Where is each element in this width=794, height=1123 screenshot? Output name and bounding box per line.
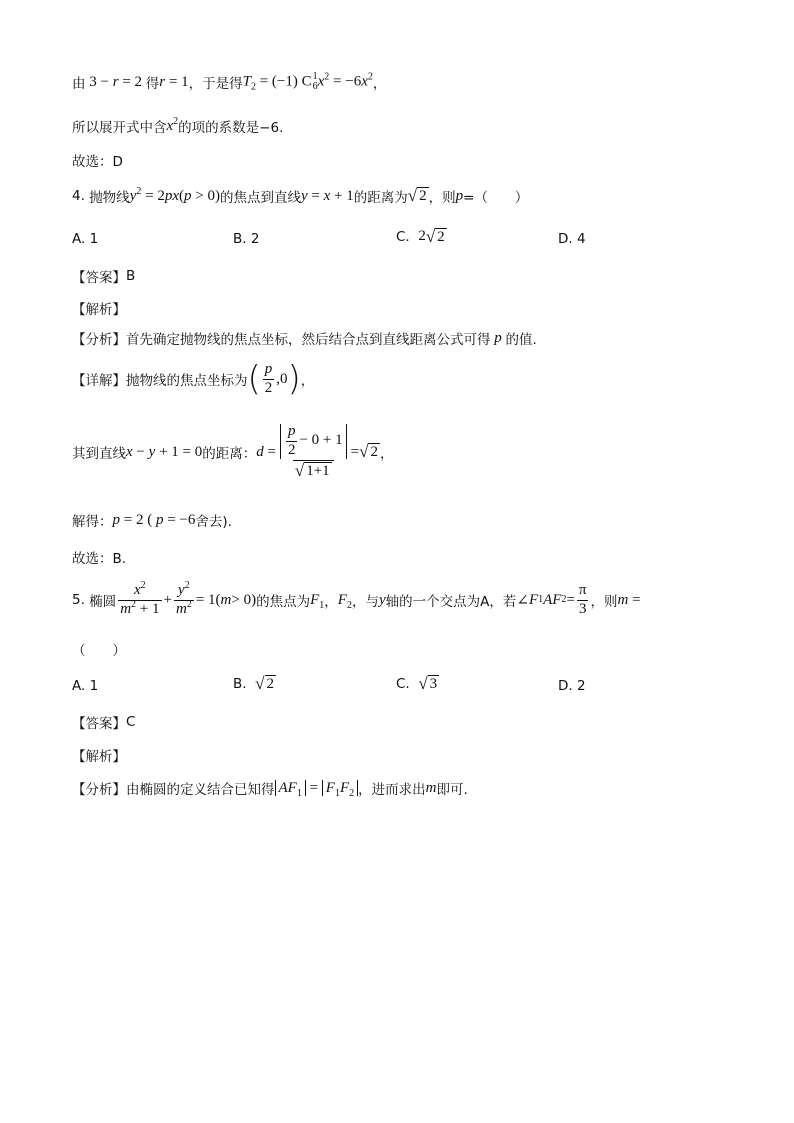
- solution-line-r: 由 3 − r = 2 得 r = 1 ，于是得 $T_2 = (-1)$ C 1 6 $x^2 = -6x^2$ ，: [72, 71, 387, 93]
- q4-solve: 解得： p = 2 ( p = −6 舍去).: [72, 511, 232, 530]
- math-angle: ∠ F 1 AF 2 = $\frac{\pi}{3}$: [516, 582, 587, 617]
- math-eq-r: 3 − r = 2: [85, 73, 146, 90]
- math-ellipse: $\frac{x^2}{m^2 + 1}$ + $\frac{y^2}{m^2}$ = 1( m > 0): [120, 580, 257, 617]
- question-5: 5. 椭圆 $\frac{x^2}{m^2 + 1}$ + $\frac{y^2}{m^2}$ = 1( m > 0) 的焦点为 $F_1$ ， $F_2$ ，与 y 轴的一个交点为A，若 ∠ F 1 AF 2 = $\frac{\pi}{3}$ ，则 m =: [72, 580, 641, 617]
- coefficient-line: 所以展开式中含 $x^2$ 的项的系数是−6.: [72, 115, 284, 136]
- math-T2: $T_2 = (-1)$ C 1 6 $x^2 = -6x^2$: [242, 71, 373, 93]
- math-abs-equality: $AF_1 = F_1F_2$: [275, 780, 359, 797]
- q4-detail: 【详解】 抛物线的焦点坐标为 ( $\frac{p}{2}$ ,0 ) ，: [72, 359, 315, 400]
- q5-paren: （ ）: [72, 643, 126, 659]
- q5-analysis-heading: 【解析】: [72, 749, 126, 765]
- q4-fenxi: 【分析】 首先确定抛物线的焦点坐标，然后结合点到直线距离公式可得 p 的值.: [72, 329, 537, 348]
- q4-answer: 【答案】 B: [72, 268, 136, 286]
- q4-option-d: D. 4: [558, 231, 586, 247]
- q4-option-c: C. 2 √ 2: [396, 227, 445, 246]
- choose-d-line: 故选：D: [72, 154, 123, 170]
- math-sqrt2: √ 2: [407, 186, 427, 206]
- q5-option-c: C. √ 3: [396, 674, 438, 693]
- question-4: 4. 抛物线 $y^2 = 2px(p > 0)$ 的焦点到直线 y = x + 1 的距离为 √ 2 ，则 p =（ ）: [72, 185, 529, 206]
- q5-option-b: B. √ 2: [233, 674, 274, 693]
- q4-choose: 故选：B.: [72, 551, 127, 567]
- q5-fenxi: 【分析】 由椭圆的定义结合已知得 $AF_1 = F_1F_2$ ，进而求出 m 即可.: [72, 779, 468, 799]
- math-parabola: $y^2 = 2px(p > 0)$: [129, 185, 220, 204]
- q5-option-d: D. 2: [558, 678, 586, 694]
- q5-option-a: A. 1: [72, 678, 99, 694]
- math-focus: ( $\frac{p}{2}$ ,0 ): [247, 359, 301, 400]
- q4-option-a: A. 1: [72, 231, 99, 247]
- q4-analysis-heading: 【解析】: [72, 302, 126, 318]
- math-distance-formula: d = $\frac{p}{2}$ − 0 + 1 √ 1+1 = √ 2: [256, 423, 378, 480]
- q4-distance: 其到直线 x − y + 1 = 0 的距离： d = $\frac{p}{2}$ − 0 + 1 √ 1+1 = √ 2 ，: [72, 423, 394, 480]
- q4-option-b: B. 2: [233, 231, 260, 247]
- math-line: y = x + 1: [300, 187, 354, 204]
- math-r-value: r = 1: [159, 73, 189, 90]
- q5-answer: 【答案】 C: [72, 714, 136, 732]
